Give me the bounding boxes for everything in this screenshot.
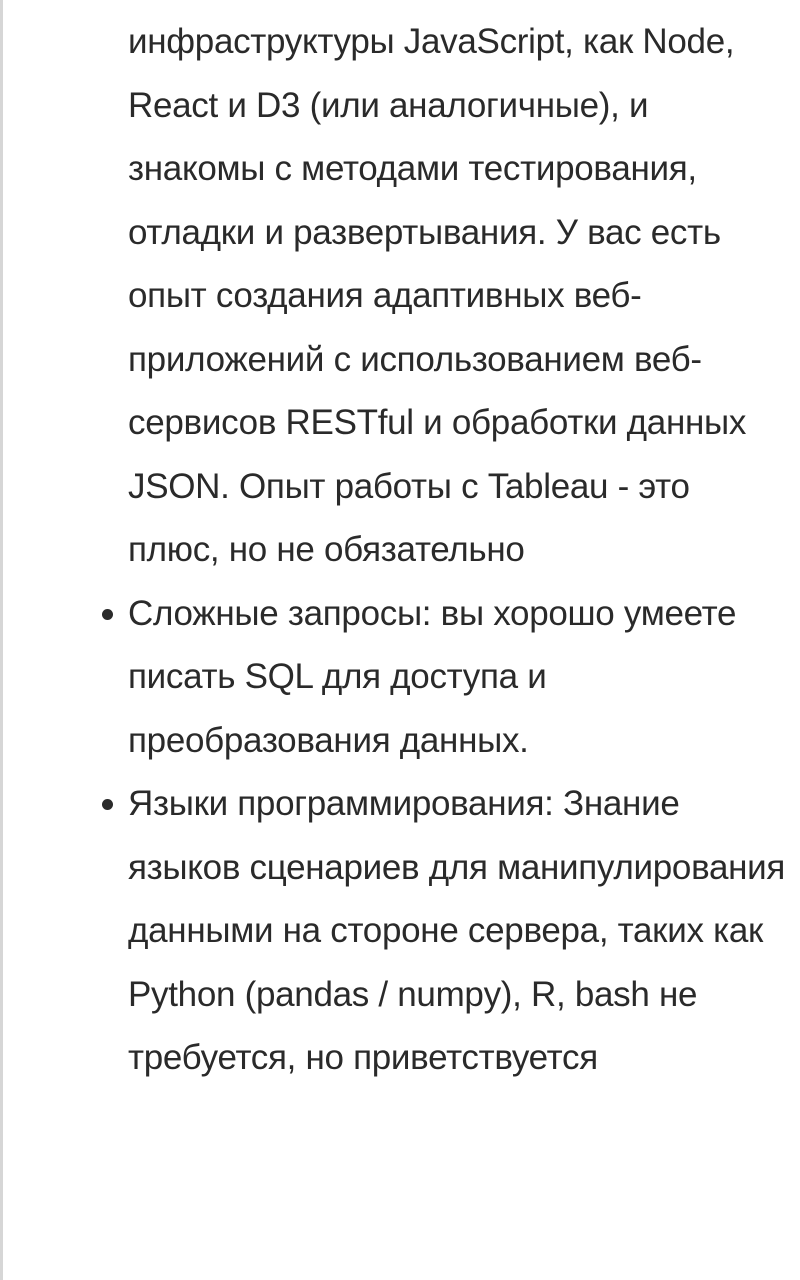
bullet-icon: [102, 799, 113, 810]
list-item-text: Сложные запросы: вы хорошо умеете писать SQL для доступа и преобразования данных.: [128, 593, 737, 760]
list-item: [128, 772, 788, 1090]
bullet-icon: [102, 609, 113, 620]
list-item-text: Языки программирования: Знание языков сценариев для манипулирования данными на стороне сервера, таких как Python (pandas / numpy), R, bash не требуется, но приветствуется: [128, 784, 786, 1077]
paragraph-continuation: инфраструктуры JavaScript, как Node, React и D3 (или аналогичные), и знакомы с методами тестирования, отладки и развертывания. У вас есть опыт создания адаптивных веб-приложений с использованием веб-сервисов RESTful и обработки данных JSON. Опыт работы с Tableau - это плюс, но не обязательно: [128, 22, 747, 569]
list-item: [128, 582, 788, 773]
article-body: [128, 10, 788, 1090]
page-left-border: [0, 0, 3, 1280]
requirements-list: [128, 582, 788, 1090]
